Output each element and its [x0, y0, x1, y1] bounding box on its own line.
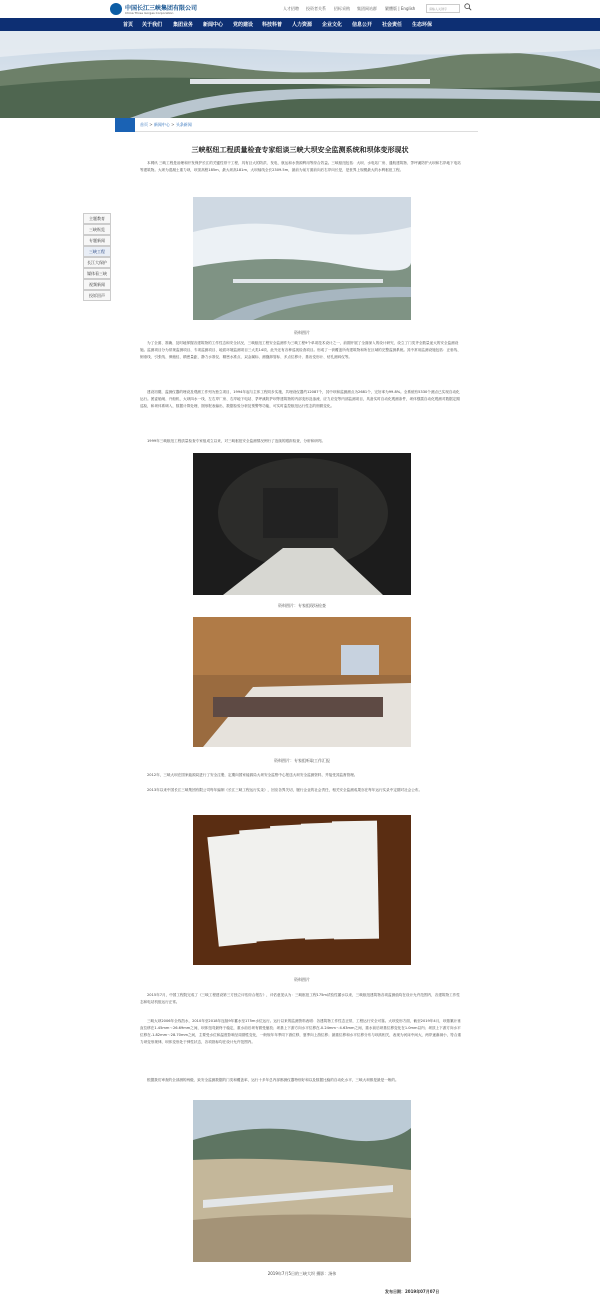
article-paragraph: 2013年以来中国长江三峡集团有限公司每年编制《长江三峡工程运行实录》，回应各界关切，履行企业的社会责任，相关安全监测成果亦在每年运行实录中定期对社会公布。 — [147, 788, 423, 792]
top-bar — [0, 0, 600, 18]
banner-image — [0, 31, 600, 118]
nav-disclosure[interactable]: 信息公开 — [352, 22, 373, 28]
breadcrumb-home-icon — [115, 118, 135, 132]
nav-about[interactable]: 关于我们 — [142, 22, 163, 28]
article-paragraph: 三峡大坝2006年全线挡水，2010年至2018年连续9年蓄水至175m水位运行。运行以来的监测资料表明：各建筑物工作性态正常，工程运行安全可靠。大坝变形方面，截至2019年4月，坝基累计垂直位移在1.45mm～26.69mm之间，坝体扭弯最终于稳定，重水前后坝有微受缩放；坝基上下游方向水平位移在-0.24mm～4.63mm之间，重水前后坝基位移变化在1.0mm以内；坝顶上下游方向水平位移在-1.82mm～28.70mm之间，主要受水位和温度影响呈周期性变化，一般规年年季同下游位移，夏季向上游位移；最重位移和水平位移分布与坝高相关，表现为河床中间大，两岸逐渐减小，符合重力坝变形规律，坝体变形处于弹性状态，各项指标均在设计允许范围内。 — [140, 1019, 462, 1044]
breadcrumb-current[interactable]: 头条新闻 — [175, 122, 192, 127]
nav-home[interactable]: 首页 — [123, 22, 134, 28]
publish-date-label: 发布日期： — [385, 1289, 405, 1294]
article-paragraph: 为了全面、准确、及时地掌握各建筑物的工作性态和安全状况，三峡枢纽工程安全监测作为三峡工程9个单项技术设计之一，前期开展了全面深入的设计研究，设立了门类齐全数量庞大的安全监测设施。监测项目分为常规监测项目、专项监测项目、地质环境监测项目三大类14项，此外还有各种巡视检查项目。形成了一套覆盖所有建筑物和所在区域的完整监测系统。其中常用监测设施包括：正垂线、倒垂线、引张线、伸缩仪、精密量距、静力水准仪、精密水准点、双金属标、测缝卸管标、多点位移计、基岩变形计、钻孔测斜仪等。 — [140, 341, 461, 359]
nav-party[interactable]: 党的建设 — [233, 22, 254, 28]
nav-news[interactable]: 新闻中心 — [203, 22, 224, 28]
sidebar-item-media[interactable]: 媒体看三峡 — [83, 268, 111, 279]
top-link-recruit[interactable]: 人才招聘 — [283, 6, 299, 11]
sidebar-item-theme[interactable]: 主题教育 — [83, 213, 111, 224]
top-link-sites[interactable]: 集团网站群 — [357, 6, 377, 11]
breadcrumb — [115, 118, 478, 132]
logo-mark-icon — [110, 3, 122, 15]
breadcrumb-sep: > — [169, 122, 176, 127]
article-paragraph: 建设初期，监测仪器的埋设及观测工作列为独立项目，1994年起与主体工程同步实施，共埋设仪器约12087个，其中坝和监测测点为2681个，完好率为99.8%。全系统有5330个测点已实现自动化运行。团委船闸、升船机、大坝四水一线、左右岸厂房、右岸地下电站、茅坪溪防护坝等建筑物的内部变形及渗流、应力应变等内部监测项目，具备实时自动化观测条件，坝体强震自动化观测对数据定期巡检，和坝体系调入，数据计算处理、图形报表输出、数据检验分析及预警等功能，可实时监控枢纽运行性态的细微变化。 — [140, 390, 460, 408]
photo-caption: 资料图片：专家组现场检查 — [278, 603, 326, 608]
nav-culture[interactable]: 企业文化 — [322, 22, 343, 28]
article-photo — [193, 815, 411, 965]
main-nav — [0, 18, 600, 31]
breadcrumb-news[interactable]: 新闻中心 — [153, 122, 170, 127]
article-paragraph: 2012年，三峡大坝在国家能源局进行了安全注册，定期向国家能源局大坝安全监察中心报送大坝安全监测资料，并接受其监督管理。 — [147, 773, 358, 777]
article-photo — [193, 197, 411, 320]
photo-caption: 资料图片 — [294, 330, 310, 335]
article-paragraph: 根据我们审查的全部测的两级、致安全监测数据的门类和覆盖率，运行十多年总内部都测仪器特别好和以及数据比稳的自动化水平，三峡大坝都是最是一般的。 — [147, 1078, 399, 1082]
nav-ecology[interactable]: 生态环保 — [412, 22, 433, 28]
article-title: 三峡枢纽工程质量检查专家组谈三峡大坝安全监测系统和坝体变形现状 — [191, 146, 409, 154]
nav-responsibility[interactable]: 社会责任 — [382, 22, 403, 28]
sidebar-item-special[interactable]: 专题新闻 — [83, 235, 111, 246]
sidebar-item-video[interactable]: 视频新闻 — [83, 279, 111, 290]
sidebar-item-project[interactable]: 三峡工程 — [83, 246, 111, 257]
breadcrumb-home[interactable]: 首页 — [140, 122, 148, 127]
sidebar-item-yangtze[interactable]: 长江大保护 — [83, 257, 111, 268]
nav-hr[interactable]: 人力资源 — [292, 22, 313, 28]
top-link-investor[interactable]: 投资者关系 — [306, 6, 326, 11]
nav-business[interactable]: 集团业务 — [173, 22, 194, 28]
search-icon[interactable] — [464, 3, 472, 11]
sidebar — [83, 213, 111, 301]
photo-caption: 2019年7月5日的三峡大坝 摄影：汤伟 — [267, 1271, 337, 1276]
publish-date — [385, 1289, 439, 1295]
top-link-procurement[interactable]: 招标采购 — [334, 6, 350, 11]
sidebar-item-feedback[interactable]: 投诉回声 — [83, 290, 111, 301]
logo-text: 中国长江三峡集团有限公司 — [125, 5, 198, 12]
search-input[interactable]: 请输入关键字 — [426, 4, 460, 13]
article-photo — [193, 453, 411, 595]
photo-caption: 资料图片 — [294, 977, 310, 982]
breadcrumb-text — [140, 122, 192, 128]
article-paragraph: 1999年三峡枢纽工程质量检查专家组成立以来，对三峡枢纽安全监测情况例行了连续的跟踪检查，分析和研判。 — [147, 439, 326, 443]
sidebar-item-overview[interactable]: 三峡纵览 — [83, 224, 111, 235]
logo-subtext: China Three Gorges Corporation — [125, 11, 174, 15]
photo-caption: 资料图片：专家组听取工作汇报 — [274, 758, 330, 763]
publish-date-value: 2019年07月07日 — [405, 1289, 440, 1294]
article-photo — [193, 1100, 411, 1262]
nav-science[interactable]: 科技科普 — [262, 22, 283, 28]
breadcrumb-sep: > — [148, 122, 154, 127]
logo[interactable] — [110, 3, 208, 16]
article-paragraph: 2015年7月，中国工程院完成了《三峡工程建设第三方独立评估综合报告》，评估意见认为：三峡枢纽工程175m试验性蓄水以来，三峡枢纽建筑物各项监测值均在设计允许范围内，各建筑物工作性态和电站机组运行正常。 — [140, 993, 460, 1004]
article-paragraph: 本网讯 三峡工程是治理和开发保护长江的关键性骨干工程，具有巨大的防洪、发电、航运和水资源利用等综合效益。三峡枢纽包括：大坝、水电站厂房、通航建筑物、茅坪溪防护大坝和右岸地下电站等建筑物。大坝为混凝土重力坝，坝顶高程185m，最大坝高181m，大坝轴线全长2309.5m，最前为前方面前向后右岸向长是，是世界上规模最大的水利枢纽工程。 — [140, 161, 461, 172]
top-link-language[interactable]: 繁體版 | English — [385, 6, 416, 11]
article-photo — [193, 617, 411, 747]
